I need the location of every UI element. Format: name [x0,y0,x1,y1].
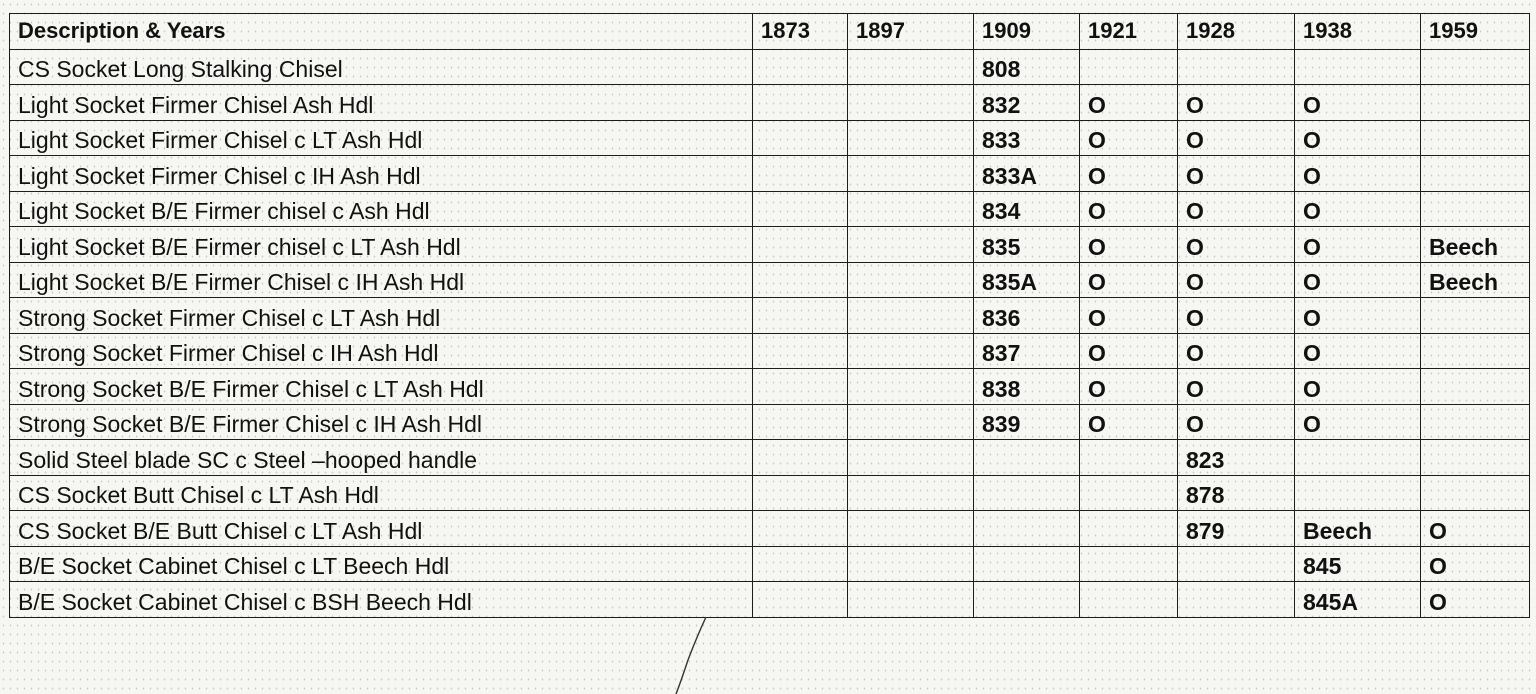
availability-cell: O [1295,156,1421,192]
catalogue-number-cell [1421,85,1530,121]
table-row [10,49,1530,85]
description-cell: Strong Socket Firmer Chisel c LT Ash Hdl [10,298,753,334]
availability-cell: O [1295,404,1421,440]
description-cell: CS Socket B/E Butt Chisel c LT Ash Hdl [10,511,753,547]
catalogue-number-cell [753,369,848,405]
catalogue-number-cell: 845 [1295,546,1421,582]
catalogue-number-cell [753,440,848,476]
description-cell: Light Socket Firmer Chisel c IH Ash Hdl [10,156,753,192]
catalogue-number-cell [1421,49,1530,85]
availability-cell: O [1178,85,1295,121]
availability-cell: O [1295,262,1421,298]
catalogue-number-cell: 835A [974,262,1080,298]
catalogue-number-cell: 834 [974,191,1080,227]
catalogue-number-cell: 845A [1295,582,1421,618]
catalogue-number-cell [753,85,848,121]
description-cell: Strong Socket B/E Firmer Chisel c LT Ash Hdl [10,369,753,405]
description-cell: Light Socket B/E Firmer chisel c Ash Hdl [10,191,753,227]
catalogue-number-cell [753,120,848,156]
table-row [10,156,1530,192]
catalogue-number-cell [848,120,974,156]
availability-cell: O [1178,156,1295,192]
catalogue-number-cell [848,156,974,192]
description-cell: Light Socket B/E Firmer chisel c LT Ash Hdl [10,227,753,263]
availability-cell: O [1080,404,1178,440]
availability-cell: O [1080,227,1178,263]
table-row [10,440,1530,476]
catalogue-number-cell [753,511,848,547]
availability-cell: O [1080,120,1178,156]
availability-cell: O [1421,511,1530,547]
catalogue-number-cell [1295,475,1421,511]
catalogue-number-cell [1421,120,1530,156]
table-row [10,333,1530,369]
header-year: 1897 [848,14,974,50]
catalogue-number-cell [848,369,974,405]
catalogue-number-cell [974,475,1080,511]
availability-cell: O [1080,298,1178,334]
header-description: Description & Years [10,14,753,50]
catalogue-number-cell [848,227,974,263]
catalogue-number-cell: 836 [974,298,1080,334]
table-row [10,511,1530,547]
catalogue-number-cell [848,582,974,618]
header-year: 1909 [974,14,1080,50]
availability-cell: O [1080,333,1178,369]
catalogue-number-cell [848,85,974,121]
catalogue-number-cell: 833A [974,156,1080,192]
catalogue-number-cell [753,546,848,582]
availability-cell: O [1178,333,1295,369]
table-row [10,404,1530,440]
availability-cell: O [1178,120,1295,156]
catalogue-number-cell [1421,369,1530,405]
table-body [10,49,1530,617]
catalogue-number-cell [1421,440,1530,476]
availability-cell: O [1080,85,1178,121]
catalogue-number-cell [974,582,1080,618]
catalogue-number-cell [1178,546,1295,582]
catalogue-number-cell [1421,191,1530,227]
description-cell: Light Socket Firmer Chisel Ash Hdl [10,85,753,121]
catalogue-number-cell [848,262,974,298]
catalogue-number-cell: 835 [974,227,1080,263]
availability-cell: O [1295,120,1421,156]
table-row [10,120,1530,156]
catalogue-number-cell: 878 [1178,475,1295,511]
catalogue-number-cell [1421,404,1530,440]
availability-cell: O [1080,262,1178,298]
availability-cell: O [1178,404,1295,440]
table-row [10,546,1530,582]
header-year: 1959 [1421,14,1530,50]
availability-cell: Beech [1421,262,1530,298]
catalogue-number-cell [974,511,1080,547]
availability-cell: O [1178,227,1295,263]
table-row [10,262,1530,298]
catalogue-number-cell [1080,440,1178,476]
catalogue-number-cell [848,191,974,227]
catalogue-number-cell [753,262,848,298]
availability-cell: O [1080,191,1178,227]
catalogue-number-cell [1080,49,1178,85]
description-cell: CS Socket Long Stalking Chisel [10,49,753,85]
catalogue-number-cell [753,333,848,369]
availability-cell: O [1080,369,1178,405]
catalogue-number-cell [753,298,848,334]
catalogue-number-cell: 808 [974,49,1080,85]
catalogue-number-cell [753,49,848,85]
availability-cell: O [1080,156,1178,192]
availability-cell: Beech [1421,227,1530,263]
availability-cell: O [1295,369,1421,405]
catalogue-number-cell [848,475,974,511]
description-cell: Strong Socket Firmer Chisel c IH Ash Hdl [10,333,753,369]
catalogue-number-cell [848,440,974,476]
description-cell: Strong Socket B/E Firmer Chisel c IH Ash Hdl [10,404,753,440]
availability-cell: O [1295,85,1421,121]
catalogue-number-cell [1421,333,1530,369]
catalogue-number-cell [848,546,974,582]
catalogue-number-cell: 823 [1178,440,1295,476]
availability-cell: O [1295,298,1421,334]
availability-cell: O [1178,191,1295,227]
description-cell: Solid Steel blade SC c Steel –hooped handle [10,440,753,476]
availability-cell: O [1421,582,1530,618]
table-row [10,85,1530,121]
catalogue-number-cell [1421,298,1530,334]
header-row [10,14,1530,50]
catalogue-number-cell: 837 [974,333,1080,369]
description-cell: CS Socket Butt Chisel c LT Ash Hdl [10,475,753,511]
catalogue-number-cell [753,475,848,511]
catalogue-number-cell: 839 [974,404,1080,440]
catalogue-number-cell [848,298,974,334]
catalogue-number-cell [974,546,1080,582]
catalogue-number-cell [753,191,848,227]
header-year: 1928 [1178,14,1295,50]
table-row [10,191,1530,227]
description-cell: B/E Socket Cabinet Chisel c LT Beech Hdl [10,546,753,582]
catalogue-number-cell [974,440,1080,476]
header-year: 1873 [753,14,848,50]
catalogue-number-cell [1421,475,1530,511]
catalogue-number-cell: 832 [974,85,1080,121]
catalogue-number-cell [1080,582,1178,618]
catalogue-number-cell [1421,156,1530,192]
catalogue-number-cell: 838 [974,369,1080,405]
availability-cell: O [1295,191,1421,227]
table-row [10,582,1530,618]
catalogue-number-cell [1178,49,1295,85]
description-cell: B/E Socket Cabinet Chisel c BSH Beech Hdl [10,582,753,618]
header-year: 1938 [1295,14,1421,50]
table-row [10,227,1530,263]
catalogue-number-cell [1080,475,1178,511]
availability-cell: O [1295,333,1421,369]
catalogue-number-cell: 879 [1178,511,1295,547]
table-row [10,369,1530,405]
catalogue-number-cell [848,404,974,440]
availability-cell: O [1178,369,1295,405]
description-cell: Light Socket Firmer Chisel c LT Ash Hdl [10,120,753,156]
catalogue-number-cell [1080,511,1178,547]
availability-cell: O [1178,262,1295,298]
catalogue-number-cell [848,511,974,547]
catalogue-number-cell [753,156,848,192]
catalogue-number-cell [1295,49,1421,85]
availability-cell: Beech [1295,511,1421,547]
catalogue-number-cell [753,227,848,263]
description-cell: Light Socket B/E Firmer Chisel c IH Ash Hdl [10,262,753,298]
catalogue-number-cell [753,582,848,618]
catalogue-number-cell [1295,440,1421,476]
header-year: 1921 [1080,14,1178,50]
availability-cell: O [1295,227,1421,263]
catalogue-number-cell [848,333,974,369]
catalogue-number-cell [1080,546,1178,582]
table-row [10,475,1530,511]
chisel-catalogue-table [9,13,1530,618]
catalogue-number-cell [848,49,974,85]
catalogue-number-cell [1178,582,1295,618]
availability-cell: O [1178,298,1295,334]
catalogue-number-cell [753,404,848,440]
availability-cell: O [1421,546,1530,582]
table-row [10,298,1530,334]
catalogue-number-cell: 833 [974,120,1080,156]
